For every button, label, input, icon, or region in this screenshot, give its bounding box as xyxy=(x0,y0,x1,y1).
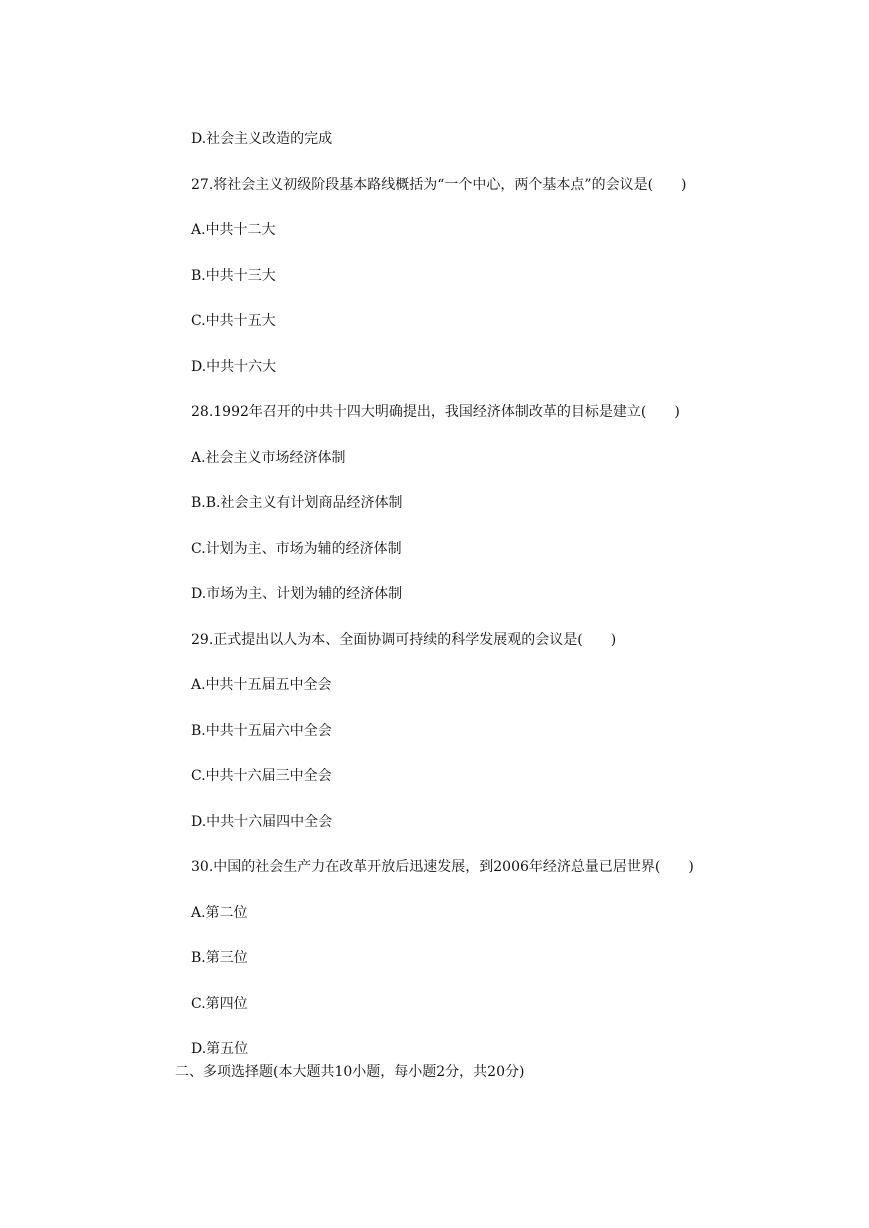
option-27-d: D.中共十六大 xyxy=(191,359,277,375)
option-30-d: D.第五位 xyxy=(191,1041,249,1057)
option-28-d: D.市场为主、计划为辅的经济体制 xyxy=(191,586,403,602)
option-30-a: A.第二位 xyxy=(191,905,248,921)
question-27: 27.将社会主义初级阶段基本路线概括为“一个中心，两个基本点”的会议是( ) xyxy=(191,177,687,193)
option-30-c: C.第四位 xyxy=(191,996,248,1012)
question-28: 28.1992年召开的中共十四大明确提出，我国经济体制改革的目标是建立( ) xyxy=(191,404,680,420)
option-27-b: B.中共十三大 xyxy=(191,268,276,284)
option-29-d: D.中共十六届四中全会 xyxy=(191,814,333,830)
option-27-a: A.中共十二大 xyxy=(191,222,276,238)
section-heading: 二、多项选择题(本大题共10小题，每小题2分，共20分) xyxy=(175,1064,525,1080)
option-30-b: B.第三位 xyxy=(191,950,248,966)
option-28-a: A.社会主义市场经济体制 xyxy=(191,450,346,466)
option-28-c: C.计划为主、市场为辅的经济体制 xyxy=(191,541,402,557)
question-29: 29.正式提出以人为本、全面协调可持续的科学发展观的会议是( ) xyxy=(191,632,617,648)
question-30: 30.中国的社会生产力在改革开放后迅速发展，到2006年经济总量已居世界( ) xyxy=(191,859,694,875)
option-29-b: B.中共十五届六中全会 xyxy=(191,723,332,739)
option-26-d: D.社会主义改造的完成 xyxy=(191,131,333,147)
option-28-b: B.B.社会主义有计划商品经济体制 xyxy=(191,495,403,511)
option-29-a: A.中共十五届五中全会 xyxy=(191,677,332,693)
option-27-c: C.中共十五大 xyxy=(191,313,276,329)
option-29-c: C.中共十六届三中全会 xyxy=(191,768,332,784)
